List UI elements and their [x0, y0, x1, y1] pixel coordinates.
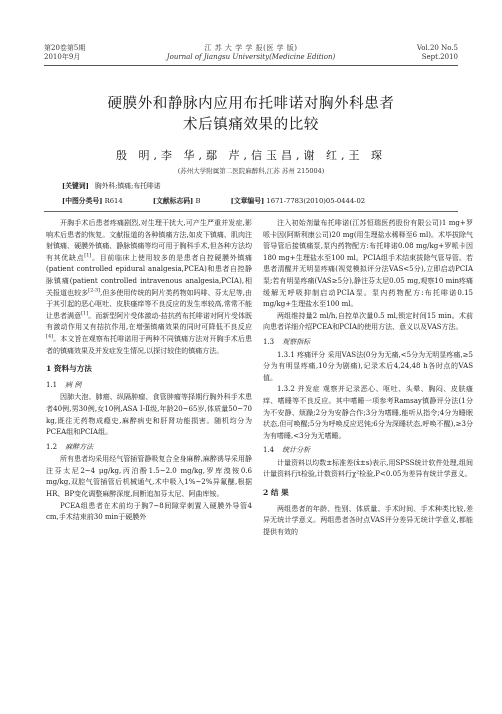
statistics-paragraph: 计量资料以均数±标准差(x̄±s)表示,用SPSS统计软件处理,组间计量资料行t检验,计数资料行χ²检验,P<0.05为差异有统计学意义。 [263, 458, 473, 479]
article-no-value: 1671-7783(2010)05-0444-02 [266, 197, 366, 205]
citation-3: [1] [81, 310, 89, 317]
section-heading-methods: 1 资料与方法 [46, 364, 92, 374]
volume-number: Vol.20 No.5 [416, 44, 458, 52]
volume-date: Sept.2010 [421, 53, 458, 61]
cases-paragraph: 因肺大泡、肺癌、纵隔肿瘤、食管肿瘤等择期行胸外科手术患者40例,男30例,女10例,ASA Ⅰ-Ⅱ级,年龄20~65岁,体质量50~70 kg,既往无药物成瘾史,麻醉病史和肝肾功能损害。随机均分为PCEA组和PCIA组。 [46, 393, 252, 437]
journal-name-en: Journal of Jiangsu University(Medicine Edition) [166, 53, 336, 61]
complications-paragraph: 1.3.2 并发症 观察并记录恶心、呕吐、头晕、胸闷、皮肤瘙痒、嗜睡等不良反应。其中嗜睡一项参考Ramsay镇静评分法(1分为不安静、烦躁;2分为安静合作;3分为嗜睡,能听从指令;4分为睡眠状态,但可唤醒;5分为呼唤反应迟钝;6分为深睡状态,呼唤不醒),≥3分为有嗜睡,<3分为无嗜睡。 [263, 385, 473, 440]
article-authors: 殷 明,李 华,鄢 芹,信玉昌,谢 红,王 琛 [116, 149, 386, 162]
classification-row [62, 195, 393, 205]
intro-paragraph: 开胸手术后患者疼痛剧烈,对生理干扰大,可产生严重并发症,影响术后患者的恢复。文献报道的各种镇痛方法,如皮下镇痛、肌肉注射镇痛、硬膜外镇痛、静脉镇痛等均可用于胸科手术,但各种方法均有其优缺点[1]。目前临床上使用较多的是患者自控硬膜外镇痛(patient controlled epidural analgesia,PCEA)和患者自控静脉镇痛(patient controlled intravenous analgesia,PCIA),相关报道也较多[2-3],但多使用传统的阿片类药物如吗啡、芬太尼等,由于其引起的恶心呕吐、皮肤瘙痒等不良反应的发生率较高,常常不能让患者满意[1]。而新型阿片受体激动-拮抗药布托啡诺对阿片受体既有激动作用又有拮抗作用,在增强镇痛效果的同时可降低不良反应[4]。本文旨在观察布托啡诺用于两种不同镇痛方法对开胸手术后患者的镇痛效果及并发症发生情况,以探讨较佳的镇痛方法。 [46, 219, 253, 355]
body-column-right [263, 218, 473, 538]
section-heading-results: 2 结 果 [263, 488, 289, 498]
doc-code-label: [文献标志码] [152, 197, 194, 205]
keywords-row [62, 181, 161, 192]
anesthesia-paragraph: 所有患者均采用经气管插管静吸复合全身麻醉,麻醉诱导采用静注芬太尼2~4 μg/kg,丙泊酚1.5~2.0 mg/kg,罗库溴铵0.6 mg/kg,双腔气管插管后机械通气,术中吸入1%~2%异氟醚,根据HR、BP变化调整麻醉深度,间断追加芬太尼、阿曲库铵。 [46, 455, 252, 499]
citation-2: [2-3] [88, 287, 101, 294]
clc-value: R614 [104, 197, 123, 205]
maintenance-paragraph: 两组维持量2 ml/h,自控单次量0.5 ml,锁定时间15 min。术前向患者详细介绍PCEA和PCIA的使用方法、意义以及VAS方法。 [263, 311, 473, 332]
keywords-label: [关键词] [62, 182, 89, 190]
subsection-heading-indices: 1.3 观察指标 [263, 337, 311, 346]
subsection-heading-statistics: 1.4 统计分析 [263, 446, 311, 455]
keywords-value: 胸外科;镇痛;布托啡诺 [94, 182, 161, 190]
article-no-label: [文章编号] [230, 197, 265, 205]
subsection-heading-cases: 1.1 病 例 [46, 380, 82, 389]
article-title-line-2: 术后镇痛效果的比较 [183, 117, 319, 133]
volume-info [417, 44, 458, 62]
subsection-heading-anesthesia: 1.2 麻醉方法 [46, 442, 94, 451]
pcea-paragraph: PCEA组患者在术前均于胸7~8间隙穿刺置入硬膜外导管4 cm,手术结束前30 min于硬膜外 [46, 501, 252, 522]
citation-1: [1] [84, 252, 92, 259]
results-paragraph: 两组患者的年龄、性别、体质量、手术时间、手术种类比较,差异无统计学意义。两组患者各时点VAS评分差异无统计学意义,都能提供有效的 [263, 504, 473, 536]
journal-name-cn: 江 苏 大 学 学 报(医 学 版) [204, 44, 298, 52]
doc-code-value: B [195, 197, 201, 205]
article-affiliation: (苏州大学附属第二医院麻醉科,江苏 苏州 215004) [177, 167, 325, 175]
body-column-left [46, 218, 252, 524]
clc-label: [中图分类号] [62, 197, 103, 205]
abstract-rule [44, 211, 458, 212]
issue-volume: 第20卷第5期 [44, 44, 86, 52]
article-title-line-1: 硬膜外和静脉内应用布托啡诺对胸外科患者 [107, 96, 395, 112]
pain-score-paragraph: 1.3.1 疼痛评分 采用VAS法(0分为无痛,<5分为无明显疼痛,≥5分为有明显疼痛,10分为剧痛),记录术后4,24,48 h各时点的VAS值。 [263, 350, 473, 382]
issue-date: 2010年9月 [44, 53, 81, 61]
drug-paragraph: 注入初始剂量布托啡诺(江苏恒瑞医药股份有限公司)1 mg+罗哌卡因(阿斯利康公司)20 mg(用生理盐水稀释至6 ml)。术毕拔除气管导管后接镇痛泵,泵内药物配方:布托啡诺0.08 mg/kg+罗哌卡因180 mg+生理盐水至100 ml。PCIA组手术结束拔除气管导管。若患者清醒并无明显疼痛(视觉模拟评分法VAS<5分),立即启动PCIA泵;若有明显疼痛(VAS≥5分),静注芬太尼0.05 mg,观察10 min疼痛缓解无呼吸抑制启动PCIA泵。泵内药物配方:布托啡诺0.15 mg/kg+生理盐水至100 ml。 [263, 219, 473, 309]
header-rule [44, 65, 458, 66]
citation-4: [4] [46, 333, 54, 340]
